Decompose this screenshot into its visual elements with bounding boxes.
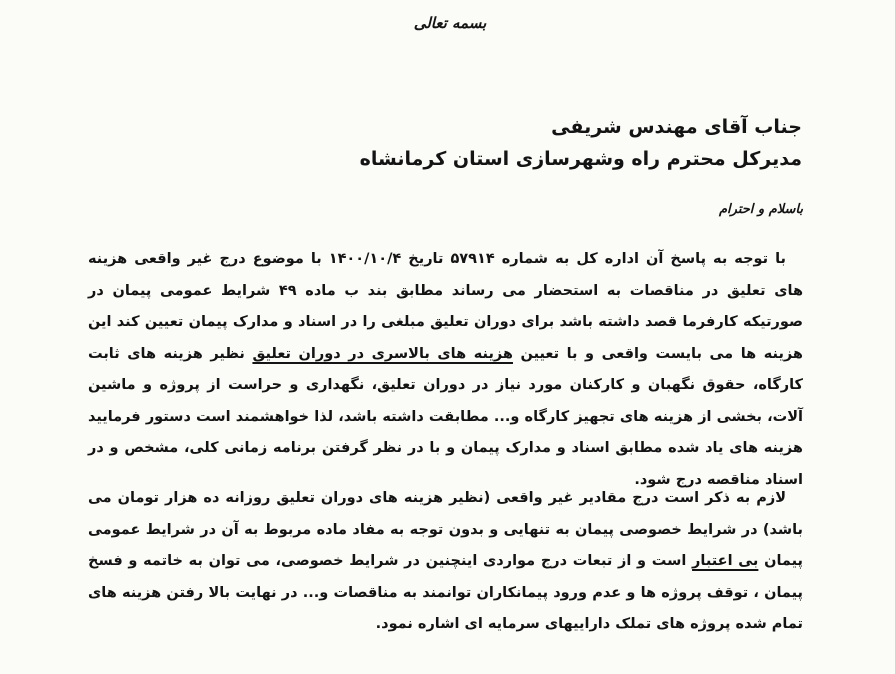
paragraph-2-text-b: است و از تبعات درج مواردی اینچنین در شرایط خصوصی، می توان به خاتمه و فسخ پیمان ، توقف پروژه ها و عدم ورود پیمانکاران توانمند به مناقصات و... در نهایت بالا رفتن هزینه های تمام شده پروژه های تملک داراییهای سرمایه ای اشاره نمود. (88, 553, 803, 632)
body-paragraph-2 (88, 483, 803, 641)
basmala-heading: بسمه تعالی (413, 14, 487, 32)
recipient-title: مدیرکل محترم راه وشهرسازی استان کرمانشاه (359, 148, 802, 170)
paragraph-1-underlined-text: هزینه های بالاسری در دوران تعلیق (252, 345, 513, 362)
paragraph-1-text-a: با توجه به پاسخ آن اداره کل به شماره ۵۷۹۱۴ تاریخ ۱۴۰۰/۱۰/۴ با موضوع درج غیر واقعی هزینه های تعلیق در مناقصات به استحضار می رساند مطابق بند ب ماده ۴۹ شرایط عمومی پیمان در صورتیکه کارفرما قصد داشته باشد برای دوران تعلیق مبلغی را در اسناد و مدارک پیمان تعیین کند این هزینه ها می بایست واقعی و با تعیین (88, 251, 803, 362)
recipient-name: جناب آقای مهندس شریفی (551, 116, 802, 138)
body-paragraph-1 (88, 244, 803, 496)
paragraph-1-text-b: نظیر هزینه های ثابت کارگاه، حقوق نگهبان و کارکنان مورد نیاز در دوران تعلیق، نگهداری و حراست از پروژه و ماشین آلات، بخشی از هزینه های تجهیز کارگاه و... مطابقت داشته باشد، لذا خواهشمند است دستور فرمایید هزینه های یاد شده مطابق اسناد و مدارک پیمان و با در نظر گرفتن برنامه زمانی کلی، مشخص و در اسناد مناقصه درج شود. (88, 345, 803, 488)
paragraph-2-text-a: لازم به ذکر است درج مقادیر غیر واقعی (نظیر هزینه های دوران تعلیق روزانه ده هزار تومان می باشد) در شرایط خصوصی پیمان به تنهایی و بدون توجه به مفاد ماده مربوط به آن در شرایط عمومی پیمان (88, 490, 803, 569)
greeting: باسلام و احترام (718, 202, 803, 217)
paragraph-2-underlined-text: بی اعتبار (692, 553, 759, 569)
